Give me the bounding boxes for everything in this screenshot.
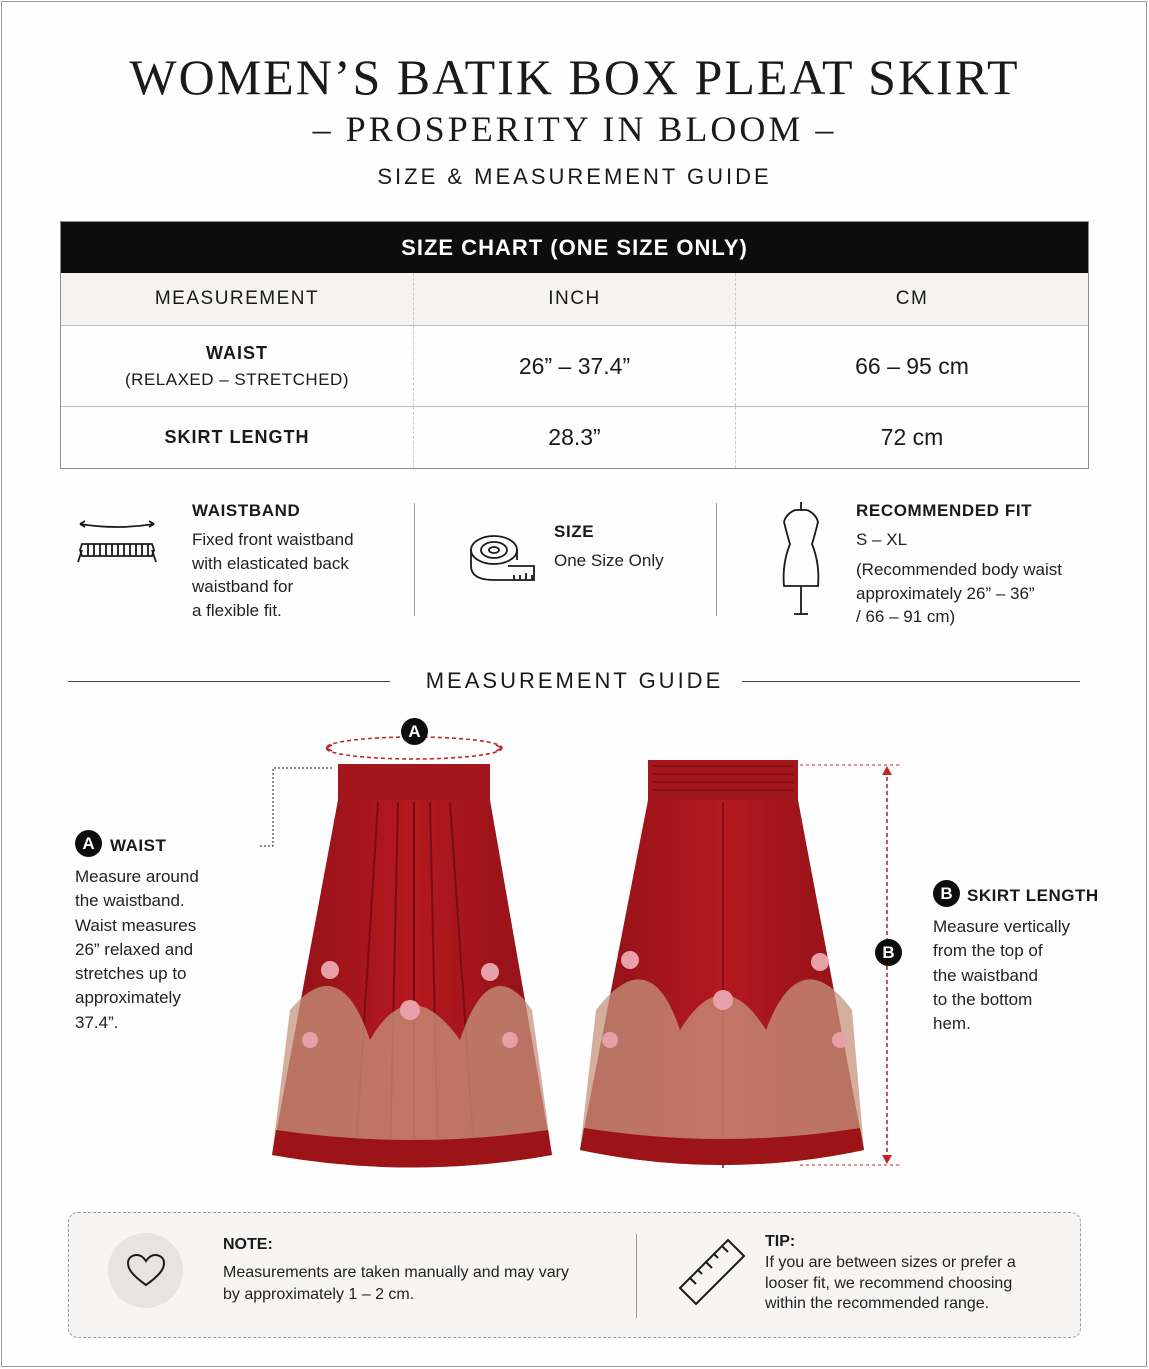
waistband-icon: [74, 514, 160, 566]
size-value: One Size Only: [554, 551, 664, 570]
waist-line: Measure around: [75, 867, 199, 886]
waistband-line: waistband for: [192, 577, 294, 596]
badge-a-label: A: [75, 830, 102, 857]
length-line: Measure vertically: [933, 917, 1070, 936]
waist-line: the waistband.: [75, 891, 185, 911]
length-line: from the top of: [933, 941, 1043, 961]
size-chart-table: [60, 221, 1089, 469]
waist-line: approximately: [75, 988, 181, 1008]
fit-line: (Recommended body waist: [856, 560, 1062, 579]
waistband-line: a flexible fit.: [192, 600, 282, 620]
row-note: (RELAXED – STRETCHED): [125, 369, 349, 389]
length-line: to the bottom: [933, 989, 1033, 1009]
recommended-fit-description: [856, 558, 1062, 629]
skirt-length-description: [933, 915, 1070, 1036]
divider: [716, 503, 717, 616]
recommended-fit-range: S – XL: [856, 530, 908, 549]
waist-line: 26” relaxed and: [75, 939, 194, 959]
badge-b: B: [875, 939, 902, 966]
tip-line: looser fit, we recommend choosing: [765, 1274, 1013, 1292]
skirt-illustration: [260, 710, 900, 1186]
note-line: by approximately 1 – 2 cm.: [223, 1285, 415, 1303]
column-header-measurement: MEASUREMENT: [61, 273, 414, 325]
waistband-line: with elasticated back: [192, 553, 349, 573]
cm-value: 72 cm: [880, 424, 944, 450]
skirt-front-image: [272, 764, 552, 1168]
heart-icon: [126, 1253, 166, 1289]
row-label-cell: [61, 326, 414, 406]
waist-line: 37.4”.: [75, 1012, 119, 1032]
recommended-fit-heading: RECOMMENDED FIT: [856, 501, 1033, 520]
inch-value: 26” – 37.4”: [414, 326, 736, 406]
divider: [414, 503, 415, 616]
waist-heading: WAIST: [110, 836, 167, 855]
section-label: SIZE & MEASUREMENT GUIDE: [377, 164, 772, 189]
fit-line: approximately 26” – 36”: [856, 583, 1035, 603]
size-heading: SIZE: [554, 522, 595, 541]
fit-line: / 66 – 91 cm): [856, 607, 956, 626]
size-chart-column-headers: [61, 273, 1088, 325]
row-label: WAIST: [206, 342, 268, 363]
tip-text: [765, 1253, 1016, 1315]
note-line: Measurements are taken manually and may vary: [223, 1264, 569, 1281]
waist-leader-line: [260, 768, 332, 846]
skirt-back-image: [580, 760, 864, 1168]
page-title: WOMEN’S BATIK BOX PLEAT SKIRT: [129, 49, 1020, 105]
row-label-cell: [61, 407, 414, 468]
badge-a: A: [401, 718, 428, 745]
waist-line: Waist measures: [75, 915, 197, 935]
waistband-line: Fixed front waistband: [192, 530, 354, 549]
cm-value: 66 – 95 cm: [855, 352, 969, 379]
tip-heading: TIP:: [765, 1233, 796, 1250]
waistband-description: [192, 528, 354, 622]
waist-description: [75, 865, 199, 1035]
divider-line: [742, 681, 1080, 682]
badge-b-label: B: [933, 880, 960, 907]
measurement-guide-title: MEASUREMENT GUIDE: [425, 668, 724, 693]
length-line: the waistband: [933, 965, 1038, 985]
length-line: hem.: [933, 1014, 971, 1034]
waistband-heading: WAISTBAND: [192, 501, 301, 520]
note-heading: NOTE:: [223, 1236, 273, 1253]
column-header-inch: INCH: [414, 273, 736, 325]
table-row: [61, 325, 1088, 406]
page-subtitle: – PROSPERITY IN BLOOM –: [312, 109, 837, 149]
tip-line: If you are between sizes or prefer a: [765, 1254, 1016, 1271]
size-chart-heading: SIZE CHART (ONE SIZE ONLY): [61, 222, 1088, 273]
column-header-cm: CM: [895, 288, 929, 309]
dress-form-icon: [776, 500, 826, 618]
divider: [636, 1234, 637, 1318]
table-row: [61, 406, 1088, 468]
note-text: [223, 1262, 569, 1305]
tip-line: within the recommended range.: [765, 1295, 990, 1312]
row-label: SKIRT LENGTH: [164, 427, 310, 447]
ruler-icon: [676, 1236, 748, 1306]
tape-measure-icon: [468, 530, 540, 586]
skirt-length-heading: SKIRT LENGTH: [967, 886, 1099, 905]
waist-line: stretches up to: [75, 964, 187, 984]
inch-value: 28.3”: [414, 407, 736, 468]
